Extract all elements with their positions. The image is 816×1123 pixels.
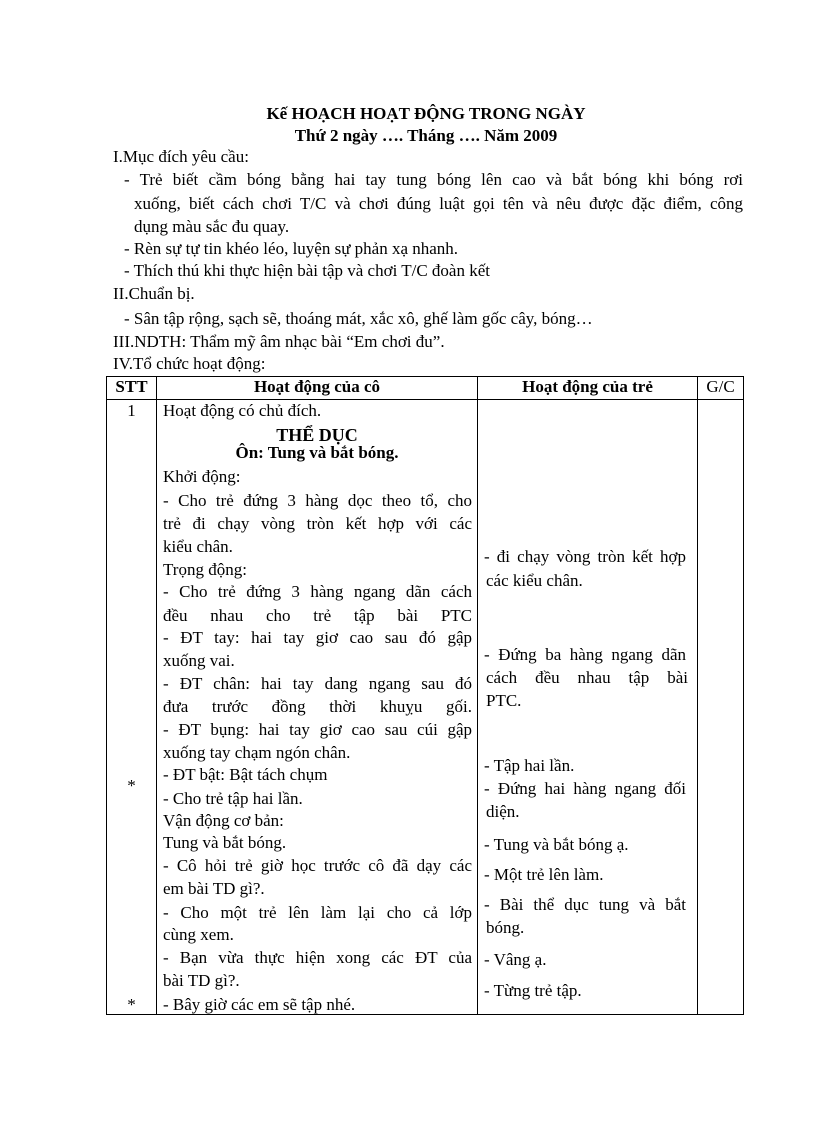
teacher-activity-cell xyxy=(157,400,478,1015)
child-activity-line: diện. xyxy=(486,802,520,821)
stt-marker: * xyxy=(127,776,136,795)
teacher-topic: Ôn: Tung và bắt bóng. xyxy=(235,443,399,462)
child-activity-line: bóng. xyxy=(486,918,525,937)
teacher-activity-line: - ĐT bụng: hai tay giơ cao sau cúi gập xyxy=(163,720,472,739)
stt-marker: * xyxy=(127,995,136,1014)
section-2-bullet: - Sân tập rộng, sạch sẽ, thoáng mát, xắc xô, ghế làm gốc cây, bóng… xyxy=(124,309,593,328)
teacher-activity-line: - Cho trẻ đứng 3 hàng ngang dãn cách xyxy=(163,582,472,601)
section-4-heading: IV.Tổ chức hoạt động: xyxy=(113,354,266,373)
header-teacher-activity: Hoạt động của cô xyxy=(157,377,478,400)
header-child-activity: Hoạt động của trẻ xyxy=(478,377,698,400)
teacher-activity-line: - Cho một trẻ lên làm lại cho cả lớp xyxy=(163,903,472,922)
section-1-bullet: - Trẻ biết cầm bóng bằng hai tay tung bóng lên cao và bắt bóng khi bóng rơi xyxy=(124,170,743,189)
teacher-activity-line: - ĐT bật: Bật tách chụm xyxy=(163,765,328,784)
teacher-activity-line: - Bây giờ các em sẽ tập nhé. xyxy=(163,995,356,1014)
teacher-activity-line: kiểu chân. xyxy=(163,537,233,556)
child-activity-line: - đi chạy vòng tròn kết hợp xyxy=(484,547,686,566)
child-activity-line: - Một trẻ lên làm. xyxy=(484,865,604,884)
header-stt: STT xyxy=(107,377,157,400)
child-activity-line: PTC. xyxy=(486,691,522,710)
section-1-heading: I.Mục đích yêu cầu: xyxy=(113,147,249,166)
teacher-activity-line: xuống vai. xyxy=(163,651,235,670)
teacher-activity-line: - Cô hỏi trẻ giờ học trước cô đã dạy các xyxy=(163,856,472,875)
child-activity-line: - Đứng ba hàng ngang dãn xyxy=(484,645,686,664)
section-1-bullet-cont: dụng màu sắc đu quay. xyxy=(134,217,290,236)
header-gc: G/C xyxy=(698,377,744,400)
section-3-heading: III.NDTH: Thẩm mỹ âm nhạc bài “Em chơi đu”. xyxy=(113,332,445,351)
gc-cell xyxy=(698,400,744,1015)
section-1-bullet: - Rèn sự tự tin khéo léo, luyện sự phản xạ nhanh. xyxy=(124,239,459,258)
teacher-activity-line: cùng xem. xyxy=(163,925,234,944)
document-title: Kế HOẠCH HOẠT ĐỘNG TRONG NGÀY xyxy=(266,104,586,123)
table-header-row xyxy=(107,377,744,400)
stt-number: 1 xyxy=(127,401,136,420)
teacher-activity-line: đều nhau cho trẻ tập bài PTC xyxy=(163,606,472,625)
teacher-activity-line: Trọng động: xyxy=(163,560,247,579)
document-date-line: Thứ 2 ngày …. Tháng …. Năm 2009 xyxy=(294,126,558,145)
child-activity-line: - Tập hai lần. xyxy=(484,756,575,775)
child-activity-line: - Từng trẻ tập. xyxy=(484,981,582,1000)
teacher-activity-line: Vận động cơ bản: xyxy=(163,811,284,830)
teacher-activity-line: trẻ đi chạy vòng tròn kết hợp với các xyxy=(163,514,472,533)
teacher-activity-line: - ĐT tay: hai tay giơ cao sau đó gập xyxy=(163,628,472,647)
activity-table xyxy=(106,376,744,1015)
teacher-activity-line: Tung và bắt bóng. xyxy=(163,833,287,852)
teacher-subject: THỂ DỤC xyxy=(276,425,358,445)
stt-cell xyxy=(107,400,157,1015)
teacher-activity-line: xuống tay chạm ngón chân. xyxy=(163,743,351,762)
gc-notes xyxy=(698,400,743,1014)
child-activity-cell xyxy=(478,400,698,1015)
teacher-activity-line: em bài TD gì?. xyxy=(163,879,265,898)
teacher-activity-line: - Bạn vừa thực hiện xong các ĐT của xyxy=(163,948,472,967)
child-activity-line: - Bài thể dục tung và bắt xyxy=(484,895,686,914)
section-1-bullet-cont: xuống, biết cách chơi T/C và chơi đúng luật gọi tên và nêu được đặc điểm, công xyxy=(134,194,743,213)
child-activity-line: cách đều nhau tập bài xyxy=(486,668,688,687)
child-activity-line: các kiểu chân. xyxy=(486,571,583,590)
child-activity-line: - Vâng ạ. xyxy=(484,950,547,969)
teacher-activity-line: Khởi động: xyxy=(163,467,241,486)
section-1-bullet: - Thích thú khi thực hiện bài tập và chơi T/C đoàn kết xyxy=(124,261,490,280)
teacher-activity-line: - Cho trẻ đứng 3 hàng dọc theo tổ, cho xyxy=(163,491,472,510)
table-row xyxy=(107,400,744,1015)
teacher-intro: Hoạt động có chủ đích. xyxy=(163,401,322,420)
child-activity-line: - Đứng hai hàng ngang đối xyxy=(484,779,686,798)
section-2-heading: II.Chuẩn bị. xyxy=(113,284,195,303)
teacher-activity-line: đưa trước đồng thời khuỵu gối. xyxy=(163,697,472,716)
teacher-activity-line: - Cho trẻ tập hai lần. xyxy=(163,789,303,808)
teacher-activity-line: - ĐT chân: hai tay dang ngang sau đó xyxy=(163,674,472,693)
child-activity-line: - Tung và bắt bóng ạ. xyxy=(484,835,629,854)
teacher-activity-line: bài TD gì?. xyxy=(163,971,240,990)
